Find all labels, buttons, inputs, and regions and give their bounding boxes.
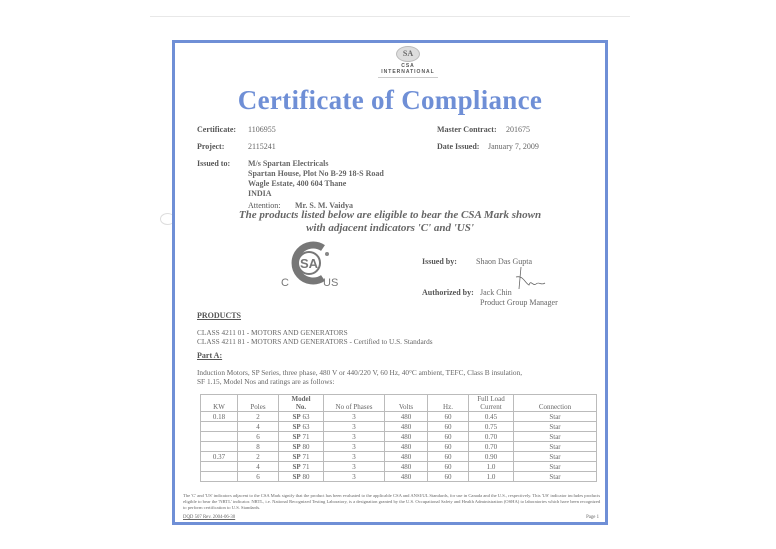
- csa-mark: [265, 240, 355, 290]
- cell-kw: [201, 432, 238, 442]
- cell-connection: Star: [514, 442, 597, 452]
- cell-volts: 480: [385, 412, 428, 422]
- model-number: 63: [302, 412, 310, 421]
- date-issued-label: Date Issued:: [437, 142, 480, 151]
- table-row: [201, 422, 597, 432]
- header-model: Model No.: [279, 395, 324, 412]
- cell-kw: [201, 472, 238, 482]
- header-connection: Connection: [514, 395, 597, 412]
- cell-phases: 3: [324, 422, 385, 432]
- authorized-by-name: Jack Chin: [480, 288, 512, 297]
- cell-phases: 3: [324, 432, 385, 442]
- cell-connection: Star: [514, 422, 597, 432]
- authorized-by-title: Product Group Manager: [480, 298, 558, 307]
- header-poles: Poles: [238, 395, 279, 412]
- us-indicator: US: [323, 277, 339, 289]
- cell-connection: Star: [514, 432, 597, 442]
- issued-to-label: Issued to:: [197, 159, 231, 168]
- model-number: 63: [302, 422, 310, 431]
- cell-phases: 3: [324, 412, 385, 422]
- cell-poles: 2: [238, 452, 279, 462]
- header-kw: KW: [201, 395, 238, 412]
- certificate-title: Certificate of Compliance: [237, 85, 543, 115]
- cell-model: [279, 432, 324, 442]
- page-number: Page 1: [586, 515, 599, 520]
- cell-poles: 6: [238, 432, 279, 442]
- cell-poles: 4: [238, 462, 279, 472]
- cell-flc: 0.45: [469, 412, 514, 422]
- address-line: INDIA: [248, 189, 272, 198]
- statement-line: with adjacent indicators 'C' and 'US': [306, 222, 474, 234]
- cell-model: [279, 462, 324, 472]
- cell-phases: 3: [324, 442, 385, 452]
- model-prefix: SP: [292, 472, 301, 481]
- footnote: The 'C' and 'US' indicators adjacent to the CSA Mark signify that the product has been evaluated to the applicable CSA and ANSI/UL Standards, for use in Canada and the U.S., respectively. This 'US' indicator includes products eligible to bear the 'NRTL' indicator. NRTL, i.e. National Recognized Testing Laboratory, is a designation granted by the U.S. Occupational Safety and Health Administration (OSHA) to laboratories which have been recognized to perform certification to U.S. Standards.: [183, 493, 601, 510]
- logo-underline: [378, 77, 438, 78]
- cell-flc: 1.0: [469, 462, 514, 472]
- header-flc: Full Load Current: [469, 395, 514, 412]
- certificate-number: 1106955: [248, 125, 276, 134]
- page-edge-line: [150, 16, 630, 17]
- statement-line: The products listed below are eligible to bear the CSA Mark shown: [238, 209, 542, 221]
- cell-model: [279, 422, 324, 432]
- cell-connection: Star: [514, 472, 597, 482]
- cell-flc: 0.90: [469, 452, 514, 462]
- cell-hz: 60: [428, 462, 469, 472]
- table-row: [201, 452, 597, 462]
- project-label: Project:: [197, 142, 225, 151]
- cell-volts: 480: [385, 442, 428, 452]
- signature-icon: [513, 265, 553, 293]
- cell-hz: 60: [428, 452, 469, 462]
- product-description: [197, 368, 522, 386]
- master-contract-number: 201675: [506, 125, 530, 134]
- cell-poles: 8: [238, 442, 279, 452]
- description-line: Induction Motors, SP Series, three phase, 480 V or 440/220 V, 60 Hz, 40°C ambient, TEFC, Class B insulation,: [197, 368, 523, 377]
- cell-kw: 0.18: [201, 412, 238, 422]
- products-heading: PRODUCTS: [197, 311, 242, 320]
- issued-by-value: Shaon Das Gupta: [476, 257, 532, 266]
- cell-hz: 60: [428, 472, 469, 482]
- cell-hz: 60: [428, 442, 469, 452]
- model-prefix: SP: [292, 412, 301, 421]
- cell-hz: 60: [428, 412, 469, 422]
- header-hz: Hz.: [428, 395, 469, 412]
- model-prefix: SP: [292, 432, 301, 441]
- address-line: Wagle Estate, 400 604 Thane: [248, 179, 347, 188]
- product-class: CLASS 4211 81 - MOTORS AND GENERATORS - Certified to U.S. Standards: [197, 337, 433, 346]
- date-issued-value: January 7, 2009: [488, 142, 539, 151]
- table-header-row: [201, 395, 597, 412]
- logo-text: CSA INTERNATIONAL: [381, 63, 435, 75]
- csa-logo-icon: SA: [396, 46, 420, 62]
- model-prefix: SP: [292, 442, 301, 451]
- cell-volts: 480: [385, 422, 428, 432]
- cell-connection: Star: [514, 452, 597, 462]
- cell-volts: 480: [385, 462, 428, 472]
- cell-flc: 1.0: [469, 472, 514, 482]
- cell-kw: 0.37: [201, 452, 238, 462]
- form-id: DQD 507 Rev. 2004-06-30: [183, 515, 236, 520]
- cell-poles: 6: [238, 472, 279, 482]
- part-a-heading: Part A:: [197, 351, 223, 360]
- table-row: [201, 432, 597, 442]
- model-number: 71: [302, 452, 310, 461]
- cell-kw: [201, 462, 238, 472]
- cell-volts: 480: [385, 432, 428, 442]
- cell-connection: Star: [514, 462, 597, 472]
- model-number: 71: [302, 462, 310, 471]
- table-row: [201, 412, 597, 422]
- svg-text:SA: SA: [299, 256, 319, 271]
- certificate-label: Certificate:: [197, 125, 237, 134]
- cell-volts: 480: [385, 472, 428, 482]
- master-contract-label: Master Contract:: [437, 125, 497, 134]
- cell-flc: 0.70: [469, 442, 514, 452]
- model-prefix: SP: [292, 422, 301, 431]
- cell-poles: 4: [238, 422, 279, 432]
- eligibility-statement: [175, 209, 605, 235]
- cell-model: [279, 412, 324, 422]
- cell-phases: 3: [324, 452, 385, 462]
- description-line: SF 1.15, Model Nos and ratings are as follows:: [197, 377, 335, 386]
- cell-hz: 60: [428, 422, 469, 432]
- issued-by-label: Issued by:: [422, 257, 457, 266]
- cell-model: [279, 442, 324, 452]
- ratings-table: [200, 394, 597, 482]
- cell-poles: 2: [238, 412, 279, 422]
- cell-hz: 60: [428, 432, 469, 442]
- header-phases: No of Phases: [324, 395, 385, 412]
- model-number: 80: [302, 442, 310, 451]
- attention-label: Attention:: [248, 201, 281, 210]
- project-number: 2115241: [248, 142, 276, 151]
- cell-flc: 0.70: [469, 432, 514, 442]
- product-classes: [197, 328, 433, 346]
- cell-kw: [201, 442, 238, 452]
- model-prefix: SP: [292, 452, 301, 461]
- table-row: [201, 442, 597, 452]
- issued-to-address: [248, 159, 384, 199]
- canada-indicator: C: [281, 277, 289, 289]
- cell-kw: [201, 422, 238, 432]
- table-row: [201, 462, 597, 472]
- authorized-by-label: Authorized by:: [422, 288, 474, 297]
- address-line: Spartan House, Plot No B-29 18-S Road: [248, 169, 384, 178]
- cell-volts: 480: [385, 452, 428, 462]
- cell-model: [279, 472, 324, 482]
- cell-model: [279, 452, 324, 462]
- cell-connection: Star: [514, 412, 597, 422]
- table-row: [201, 472, 597, 482]
- attention-value: Mr. S. M. Vaidya: [295, 201, 353, 210]
- product-class: CLASS 4211 01 - MOTORS AND GENERATORS: [197, 328, 348, 337]
- model-number: 80: [302, 472, 310, 481]
- csa-mark-icon: [265, 240, 355, 290]
- model-prefix: SP: [292, 462, 301, 471]
- cell-phases: 3: [324, 472, 385, 482]
- certificate-frame: [172, 40, 608, 525]
- address-line: M/s Spartan Electricals: [248, 159, 329, 168]
- cell-flc: 0.75: [469, 422, 514, 432]
- cell-phases: 3: [324, 462, 385, 472]
- header-volts: Volts: [385, 395, 428, 412]
- csa-international-logo: [378, 46, 438, 78]
- model-number: 71: [302, 432, 310, 441]
